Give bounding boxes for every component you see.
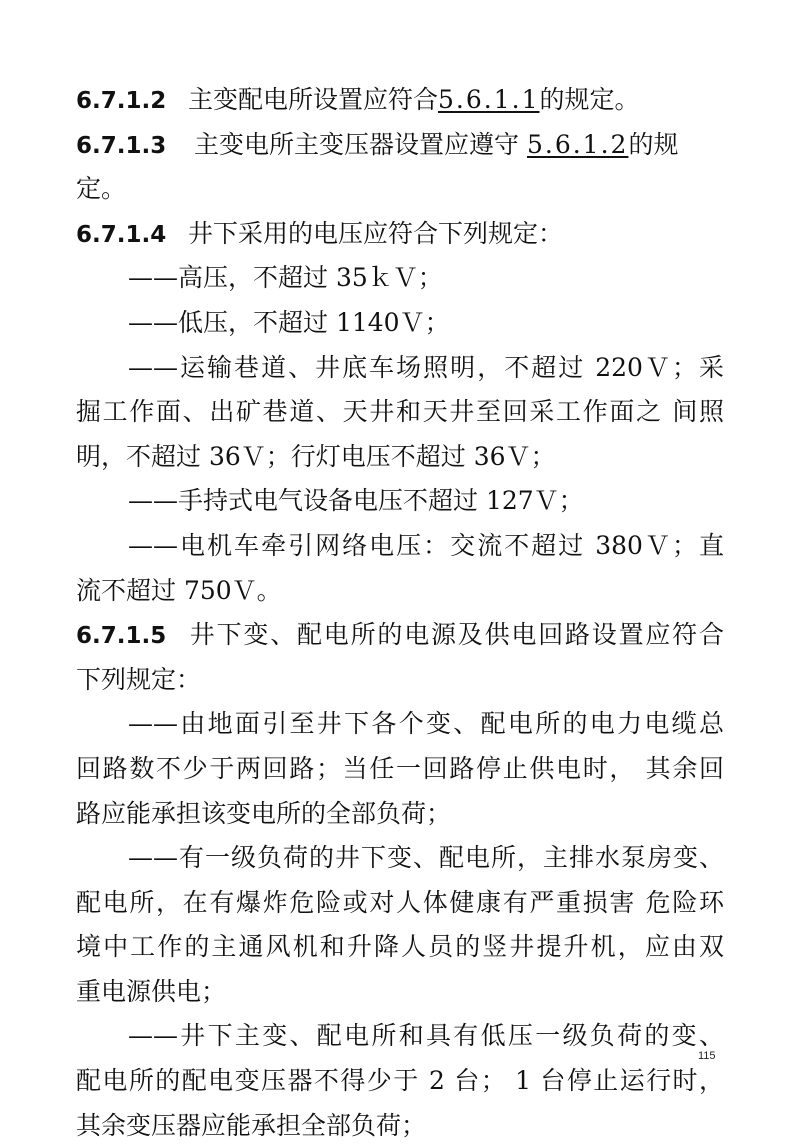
document-body	[76, 78, 724, 1148]
clause-continuation: 定。	[76, 174, 127, 204]
page-number: 115	[698, 1050, 716, 1062]
list-item-continuation: 路应能承担该变电所的全部负荷；	[76, 798, 452, 828]
clause-continuation: 下列规定：	[76, 664, 202, 694]
list-item-continuation: 流不超过 750Ｖ。	[76, 575, 282, 605]
list-item: ——运输巷道、井底车场照明，不超过 220Ｖ；采	[128, 352, 724, 382]
clause-text-tail: 的规	[628, 129, 679, 159]
clause-number: 6.7.1.4	[76, 221, 167, 248]
list-item: ——电机车牵引网络电压：交流不超过 380Ｖ；直	[128, 530, 724, 560]
list-item: ——高压，不超过 35ｋＶ；	[128, 263, 443, 293]
cross-reference-link[interactable]: 5.6.1.1	[438, 85, 540, 114]
clause-6-7-1-5	[76, 613, 724, 658]
list-item-continuation: 配电所的配电变压器不得少于 2 台； 1 台停止运行时，	[76, 1066, 724, 1096]
clause-number: 6.7.1.2	[76, 88, 167, 114]
list-item-continuation: 明，不超过 36Ｖ；行灯电压不超过 36Ｖ；	[76, 441, 556, 471]
clause-6-7-1-3	[76, 123, 724, 168]
cross-reference-link[interactable]: 5.6.1.2	[526, 129, 629, 159]
list-item: ——低压，不超过 1140Ｖ；	[128, 307, 450, 337]
list-item-continuation: 境中工作的主通风机和升降人员的竖井提升机，应由双	[76, 932, 724, 962]
clause-text: 井下变、配电所的电源及供电回路设置应符合	[188, 620, 724, 650]
clause-text: 主变配电所设置应符合	[188, 85, 439, 114]
list-item-continuation: 配电所，在有爆炸危险或对人体健康有严重损害 危险环	[76, 887, 724, 917]
clause-number: 6.7.1.3	[76, 132, 167, 159]
clause-text-tail: 的规定。	[539, 85, 640, 114]
clause-6-7-1-4	[76, 212, 724, 257]
clause-text: 主变电所主变压器设置应遵守	[194, 129, 520, 159]
list-item-continuation: 掘工作面、出矿巷道、天井和天井至回采工作面之 间照	[76, 397, 724, 427]
clause-text: 井下采用的电压应符合下列规定：	[188, 218, 564, 248]
list-item: ——井下主变、配电所和具有低压一级负荷的变、	[128, 1021, 724, 1051]
list-item-continuation: 其余变压器应能承担全部负荷；	[76, 1110, 427, 1140]
list-item: ——有一级负荷的井下变、配电所，主排水泵房变、	[128, 843, 724, 873]
list-item: ——由地面引至井下各个变、配电所的电力电缆总	[128, 709, 724, 739]
clause-number: 6.7.1.5	[76, 623, 167, 650]
list-item: ——手持式电气设备电压不超过 127Ｖ；	[128, 486, 584, 516]
list-item-continuation: 回路数不少于两回路；当任一回路停止供电时， 其余回	[76, 753, 724, 783]
list-item-continuation: 重电源供电；	[76, 976, 227, 1006]
clause-6-7-1-2	[76, 78, 724, 123]
